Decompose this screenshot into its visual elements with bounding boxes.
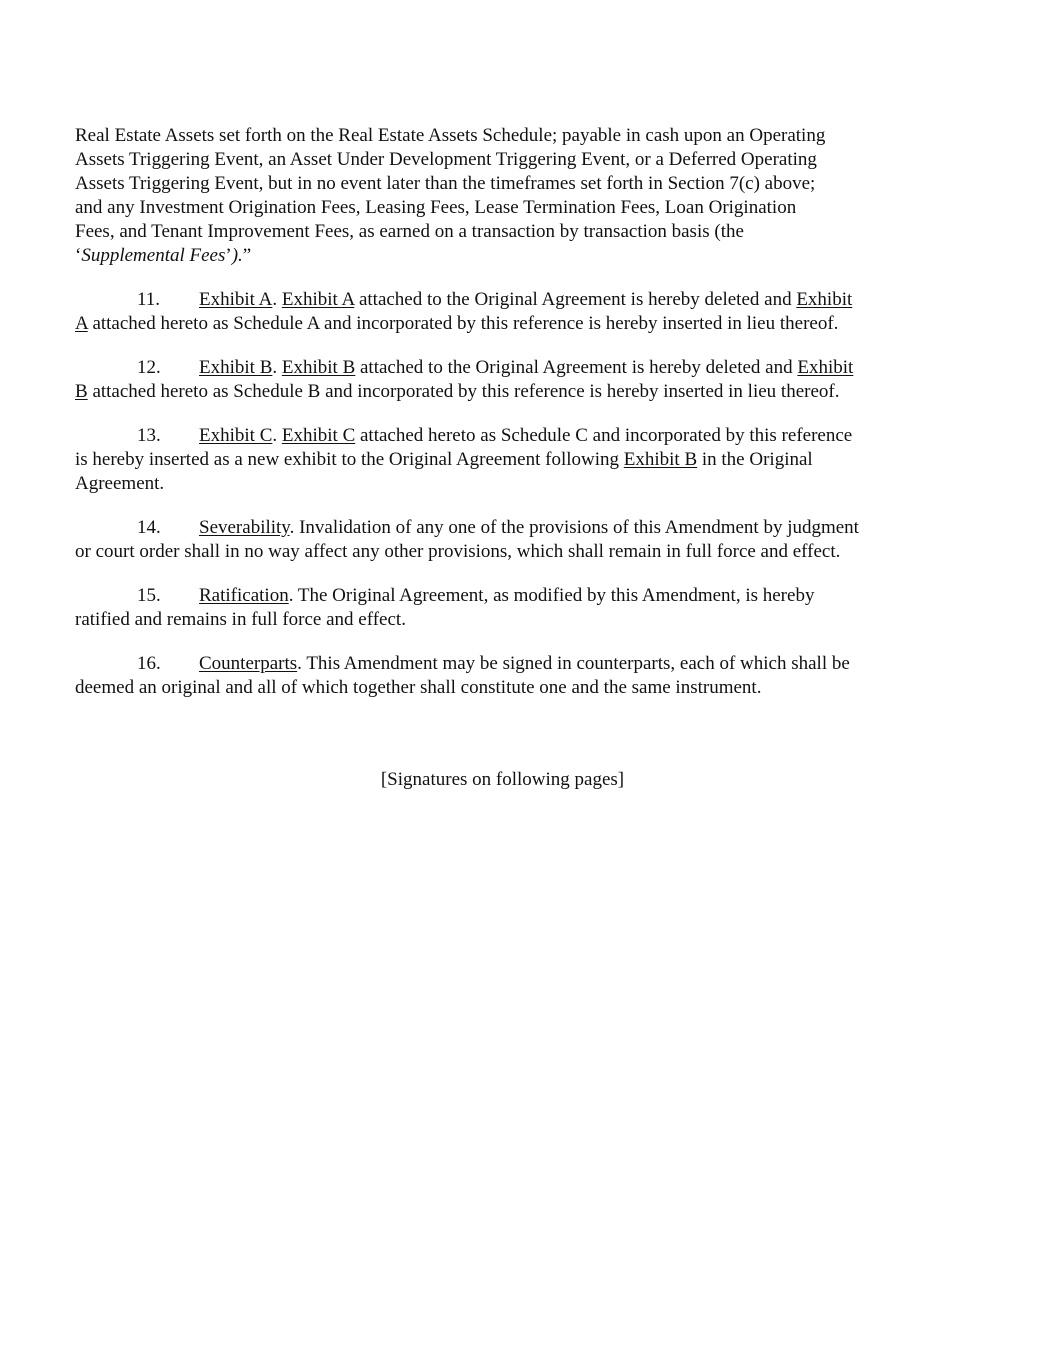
section-13: 13. Exhibit C. Exhibit C attached hereto as Schedule C and incorporated by this reference is hereby inserted as a new exhibit to the Original Agreement following Exhibit B in the Original Agreement. <box>75 425 853 494</box>
intro-line: Real Estate Assets set forth on the Real Estate Assets Schedule; payable in cash upon an Operating <box>75 125 826 146</box>
signatures-note: [Signatures on following pages] <box>380 769 625 790</box>
exhibit-reference: Exhibit B <box>623 449 698 470</box>
section-heading: Counterparts <box>199 653 298 674</box>
section-number: 12. <box>137 357 161 378</box>
section-number: 16. <box>137 653 161 674</box>
exhibit-reference: Exhibit A <box>281 289 355 310</box>
intro-line: Assets Triggering Event, but in no event later than the timeframes set forth in Section 7(c) above; <box>75 173 816 194</box>
exhibit-reference: Exhibit B <box>281 357 356 378</box>
section-15: 15. Ratification. The Original Agreement, as modified by this Amendment, is hereby ratified and remains in full force and effect. <box>75 585 815 630</box>
section-heading: Exhibit A <box>199 289 273 310</box>
exhibit-reference: Exhibit <box>796 289 853 310</box>
defined-term: Supplemental Fees <box>81 245 226 266</box>
section-number: 11. <box>137 289 161 310</box>
section-heading: Ratification <box>199 585 289 606</box>
exhibit-reference: Exhibit C <box>281 425 356 446</box>
section-16: 16. Counterparts. This Amendment may be signed in counterparts, each of which shall be deemed an original and all of which together shall constitute one and the same instrument. <box>75 653 850 698</box>
document-page <box>75 124 935 720</box>
intro-paragraph <box>75 124 935 268</box>
exhibit-reference: Exhibit <box>797 357 854 378</box>
section-12: 12. Exhibit B. Exhibit B attached to the Original Agreement is hereby deleted and Exhibit B attached hereto as Schedule B and incorporated by this reference is hereby inserted in lieu thereof. <box>75 357 854 402</box>
section-heading: Exhibit C <box>199 425 273 446</box>
exhibit-reference: A <box>75 313 88 334</box>
section-number: 15. <box>137 585 161 606</box>
exhibit-reference: B <box>75 381 88 402</box>
intro-line: Assets Triggering Event, an Asset Under Development Triggering Event, or a Deferred Operating <box>75 149 817 170</box>
section-14: 14. Severability. Invalidation of any one of the provisions of this Amendment by judgment or court order shall in no way affect any other provisions, which shall remain in full force and effect. <box>75 517 859 562</box>
intro-last-line <box>75 244 935 268</box>
end-quote: ” <box>242 245 252 266</box>
intro-line: Fees, and Tenant Improvement Fees, as earned on a transaction by transaction basis (the <box>75 221 744 242</box>
closing-punctuation: ). <box>231 245 243 266</box>
open-quote: ‘ <box>75 245 82 266</box>
section-11: 11. Exhibit A. Exhibit A attached to the Original Agreement is hereby deleted and Exhibit A attached hereto as Schedule A and incorporated by this reference is hereby inserted in lieu thereof. <box>75 289 853 334</box>
intro-line: and any Investment Origination Fees, Leasing Fees, Lease Termination Fees, Loan Origination <box>75 197 797 218</box>
close-quote: ’ <box>225 245 232 266</box>
section-heading: Exhibit B <box>199 357 273 378</box>
section-number: 14. <box>137 517 161 538</box>
section-heading: Severability <box>199 517 290 538</box>
section-number: 13. <box>137 425 161 446</box>
